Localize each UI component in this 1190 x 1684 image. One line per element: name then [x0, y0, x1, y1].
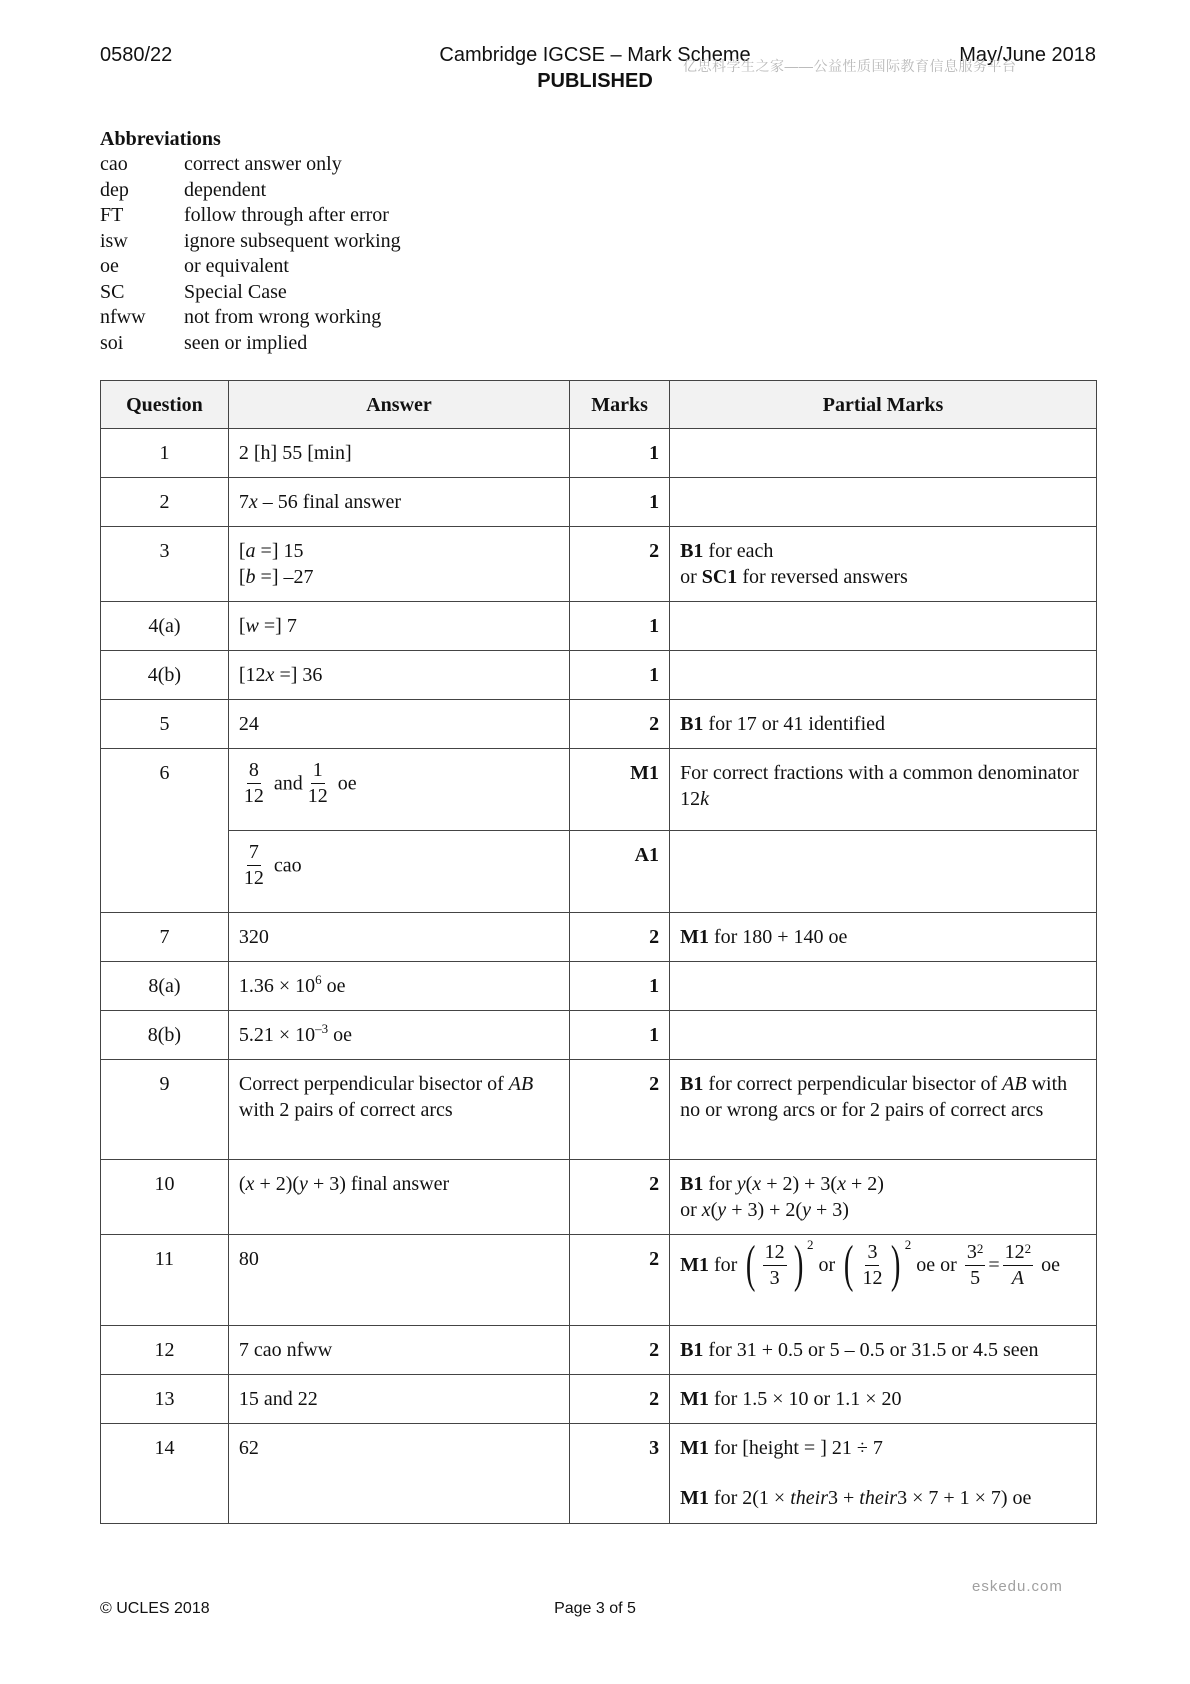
answer-variable: x: [248, 491, 258, 513]
numerator: 3: [865, 1240, 879, 1266]
table-row: [101, 478, 1097, 527]
partial-text: + 3): [810, 1199, 849, 1221]
abbreviation-meaning: Special Case: [184, 280, 287, 303]
table-row: [101, 1160, 1097, 1235]
table-row: [101, 749, 1097, 831]
marks-cell: 3: [570, 1424, 670, 1524]
table-row: [101, 1424, 1097, 1524]
answer-cell: [228, 651, 569, 700]
abbreviation-row: [100, 254, 401, 280]
abbreviation-code: nfww: [100, 306, 146, 328]
abbreviation-meaning: not from wrong working: [184, 306, 382, 328]
page-number: Page 3 of 5: [554, 1600, 636, 1617]
partial-text: + 2) + 3(: [761, 1173, 838, 1195]
marks-cell: 2: [570, 1160, 670, 1235]
squared-fraction: ( $\frac{3}{12}$ ) $^2$: [840, 1239, 911, 1291]
answer-text: [: [238, 615, 246, 637]
denominator: [1010, 1266, 1026, 1291]
marks-cell: 1: [570, 478, 670, 527]
denominator: 3: [769, 1266, 780, 1289]
partial-variable: x: [837, 1173, 846, 1195]
denominator: 12: [243, 785, 264, 807]
denominator-variable: A: [1011, 1266, 1024, 1289]
question-number: 3: [101, 527, 229, 602]
published-label: PUBLISHED: [537, 70, 653, 92]
table-row: [101, 527, 1097, 602]
numerator: 8: [247, 758, 261, 784]
denominator: 12: [862, 1266, 883, 1289]
mark-code: SC1: [701, 566, 738, 588]
exam-session: May/June 2018: [959, 44, 1096, 66]
abbreviation-meaning: dependent: [184, 178, 267, 201]
question-number: 8(a): [101, 962, 229, 1011]
numerator: 7: [247, 840, 261, 866]
partial-text: or: [680, 566, 702, 588]
answer-text: and: [273, 772, 303, 795]
numerator: 12: [763, 1240, 787, 1266]
partial-variable: y: [802, 1199, 811, 1221]
partial-line: [680, 564, 1086, 590]
marks-cell: A1: [570, 831, 670, 913]
abbreviation-code: dep: [100, 178, 129, 201]
partial-variable: y: [736, 1173, 746, 1195]
mark-code: B1: [680, 713, 704, 735]
answer-variable: b: [245, 566, 256, 588]
table-row: [101, 429, 1097, 478]
answer-variable: a: [245, 540, 256, 562]
answer-text: [12: [238, 664, 266, 686]
column-header-marks: Marks: [570, 381, 670, 429]
partial-text: oe: [1041, 1254, 1060, 1276]
answer-text: =] 36: [274, 664, 323, 686]
marks-cell: 2: [570, 1235, 670, 1326]
answer-cell: [228, 1060, 569, 1160]
mark-code: M1: [680, 1254, 709, 1276]
fraction: [242, 840, 266, 891]
answer-text: =] 15: [255, 540, 304, 562]
question-number: 9: [101, 1060, 229, 1160]
marks-cell: 2: [570, 527, 670, 602]
abbreviation-row: [100, 152, 401, 178]
marks-cell: M1: [570, 749, 670, 831]
exponent: 2: [806, 1237, 814, 1252]
answer-text: =] 7: [258, 615, 297, 637]
abbreviation-code: FT: [100, 204, 124, 226]
answer-cell: [228, 1011, 569, 1060]
partial-text: oe or: [916, 1254, 957, 1276]
fraction: [965, 1240, 986, 1291]
answer-variable: AB: [508, 1073, 534, 1095]
table-header-row: [101, 381, 1097, 429]
abbreviation-row: [100, 280, 401, 306]
partial-marks-cell: [670, 478, 1097, 527]
answer-cell: 7 cao nfww: [228, 1326, 569, 1375]
answer-text: with 2 pairs of correct arcs: [238, 1099, 453, 1121]
answer-variable: x: [265, 664, 275, 686]
marks-cell: 1: [570, 651, 670, 700]
denominator: 5: [970, 1266, 981, 1289]
partial-marks-cell: [670, 1235, 1097, 1326]
abbreviation-row: [100, 305, 401, 331]
question-number: 7: [101, 913, 229, 962]
partial-text: for [height = ] 21 ÷ 7: [708, 1437, 883, 1459]
squared-fraction: ( $\frac{12}{3}$ ) $^2$: [742, 1239, 813, 1291]
partial-text: for 1.5 × 10 or 1.1 × 20: [708, 1388, 902, 1410]
mark-scheme-table: [100, 380, 1097, 1524]
partial-line: [680, 538, 1086, 564]
answer-line: [239, 538, 559, 564]
partial-variable: AB: [1002, 1073, 1027, 1095]
partial-text: for 180 + 140 oe: [708, 926, 848, 948]
mark-code: M1: [680, 1388, 709, 1410]
abbreviation-code: cao: [100, 153, 128, 175]
mark-code: M1: [680, 1437, 709, 1459]
abbreviation-meaning: seen or implied: [184, 331, 308, 354]
document-code: 0580/22: [100, 44, 173, 66]
abbreviations-section: [100, 126, 401, 356]
abbreviation-row: [100, 203, 401, 229]
marks-cell: 2: [570, 1375, 670, 1424]
partial-marks-cell: [670, 913, 1097, 962]
answer-text: Correct perpendicular bisector of: [238, 1073, 509, 1095]
abbreviations-title: Abbreviations: [100, 128, 221, 150]
question-number: 12: [101, 1326, 229, 1375]
answer-cell: [228, 962, 569, 1011]
answer-line: [239, 564, 559, 590]
table-row: [101, 1326, 1097, 1375]
question-number: 13: [101, 1375, 229, 1424]
question-number: 8(b): [101, 1011, 229, 1060]
answer-cell: [228, 749, 569, 831]
partial-marks-cell: [670, 749, 1097, 831]
answer-text: 1.36 × 10: [238, 975, 316, 997]
question-number: 4(a): [101, 602, 229, 651]
partial-marks-cell: [670, 831, 1097, 913]
numerator: [1003, 1240, 1034, 1266]
answer-cell: [228, 478, 569, 527]
partial-marks-cell: [670, 700, 1097, 749]
answer-text: + 3) final answer: [307, 1173, 450, 1195]
partial-text: + 3) + 2(: [726, 1199, 803, 1221]
partial-text: or: [818, 1254, 836, 1276]
abbreviation-code: oe: [100, 255, 119, 277]
partial-text: for 31 + 0.5 or 5 – 0.5 or 31.5 or 4.5 seen: [703, 1339, 1039, 1361]
partial-marks-cell: [670, 1326, 1097, 1375]
marks-cell: 2: [570, 1060, 670, 1160]
copyright: © UCLES 2018: [100, 1600, 210, 1617]
question-number: 4(b): [101, 651, 229, 700]
answer-cell: 320: [228, 913, 569, 962]
answer-text: 7: [238, 491, 249, 513]
question-number: 2: [101, 478, 229, 527]
abbreviation-meaning: ignore subsequent working: [184, 229, 401, 252]
marks-cell: 1: [570, 429, 670, 478]
answer-cell: 2 [h] 55 [min]: [228, 429, 569, 478]
partial-text: for 17 or 41 identified: [703, 713, 886, 735]
column-header-answer: Answer: [228, 381, 569, 429]
partial-variable: y: [717, 1199, 727, 1221]
answer-variable: y: [299, 1173, 308, 1195]
answer-text: 5.21 × 10: [238, 1024, 316, 1046]
answer-text: [: [238, 566, 246, 588]
partial-text: for 2(1 ×: [708, 1487, 791, 1509]
marks-cell: 1: [570, 962, 670, 1011]
partial-text: for: [703, 1173, 737, 1195]
partial-marks-cell: [670, 651, 1097, 700]
fraction: [306, 758, 330, 809]
question-number: 10: [101, 1160, 229, 1235]
exponent: 2: [1024, 1240, 1032, 1256]
partial-variable: x: [752, 1173, 762, 1195]
answer-variable: x: [245, 1173, 255, 1195]
question-number: 14: [101, 1424, 229, 1524]
table-row: [101, 913, 1097, 962]
table-row: [101, 1011, 1097, 1060]
answer-variable: w: [245, 615, 259, 637]
question-number: 5: [101, 700, 229, 749]
answer-text: =] –27: [255, 566, 314, 588]
answer-text: cao: [273, 854, 302, 877]
answer-text: + 2)(: [254, 1173, 300, 1195]
partial-text: with no or wrong arcs or for 2 pairs of correct arcs: [680, 1073, 1068, 1121]
partial-marks-cell: [670, 1060, 1097, 1160]
abbreviation-code: SC: [100, 280, 125, 303]
partial-text: for each: [703, 540, 774, 562]
marks-cell: 1: [570, 1011, 670, 1060]
answer-text: [: [238, 540, 246, 562]
partial-variable: their: [859, 1487, 898, 1509]
table-row: [101, 602, 1097, 651]
partial-text: 3 +: [828, 1487, 860, 1509]
answer-cell: [228, 527, 569, 602]
answer-text: oe: [321, 975, 346, 997]
equals-sign: =: [988, 1254, 1000, 1276]
answer-cell: [228, 831, 569, 913]
abbreviation-meaning: correct answer only: [184, 153, 342, 175]
mark-code: M1: [680, 926, 709, 948]
abbreviation-row: [100, 331, 401, 357]
answer-text: (: [238, 1173, 246, 1195]
table-row: [101, 962, 1097, 1011]
answer-text: oe: [328, 1024, 353, 1046]
partial-marks-cell: [670, 1011, 1097, 1060]
denominator: 12: [307, 785, 328, 807]
table-row: [101, 1060, 1097, 1160]
answer-text: oe: [337, 772, 357, 795]
table-row: [101, 700, 1097, 749]
partial-text: + 2): [845, 1173, 884, 1195]
numerator-base: 12: [1004, 1240, 1025, 1263]
partial-text: or: [680, 1199, 702, 1221]
answer-cell: 62: [228, 1424, 569, 1524]
partial-variable: their: [790, 1487, 828, 1509]
partial-line: [680, 1171, 1086, 1197]
question-number: 1: [101, 429, 229, 478]
table-row: [101, 651, 1097, 700]
numerator-base: 3: [966, 1240, 977, 1263]
numerator: 1: [311, 758, 325, 784]
fraction: [763, 1240, 787, 1291]
abbreviation-row: [100, 178, 401, 204]
answer-cell: [228, 602, 569, 651]
watermark-text: 亿思科学生之家——公益性质国际教育信息服务平台: [683, 58, 1017, 74]
mark-code: B1: [680, 1073, 704, 1095]
partial-marks-cell: [670, 962, 1097, 1011]
partial-variable: x: [701, 1199, 711, 1221]
marks-cell: 2: [570, 700, 670, 749]
answer-text: – 56 final answer: [257, 491, 402, 513]
marks-cell: 2: [570, 913, 670, 962]
abbreviation-meaning: or equivalent: [184, 255, 289, 277]
answer-cell: [228, 1160, 569, 1235]
partial-text: for reversed answers: [737, 566, 908, 588]
fraction: [1003, 1240, 1034, 1291]
question-number: 6: [101, 749, 229, 913]
abbreviation-meaning: follow through after error: [184, 204, 389, 226]
table-row: [101, 1375, 1097, 1424]
partial-variable: k: [700, 788, 709, 810]
exponent: 6: [315, 972, 322, 987]
fraction: [860, 1240, 884, 1291]
partial-line: [680, 1485, 1086, 1511]
table-row: [101, 1235, 1097, 1326]
answer-cell: 80: [228, 1235, 569, 1326]
footer-watermark: eskedu.com: [972, 1578, 1063, 1595]
abbreviation-code: soi: [100, 331, 124, 354]
numerator: [965, 1240, 986, 1266]
marks-cell: 2: [570, 1326, 670, 1375]
partial-text: (: [745, 1173, 753, 1195]
abbreviation-code: isw: [100, 229, 128, 252]
marks-cell: 1: [570, 602, 670, 651]
question-number: 11: [101, 1235, 229, 1326]
partial-line: [680, 1197, 1086, 1223]
document-title: Cambridge IGCSE – Mark Scheme: [439, 44, 751, 66]
exponent: 2: [976, 1240, 984, 1256]
column-header-partial-marks: Partial Marks: [670, 381, 1097, 429]
table-row: [101, 831, 1097, 913]
fraction: [242, 758, 266, 809]
mark-code: B1: [680, 540, 704, 562]
partial-marks-cell: [670, 602, 1097, 651]
partial-marks-cell: [670, 527, 1097, 602]
abbreviation-row: [100, 229, 401, 255]
partial-text: 3 × 7 + 1 × 7) oe: [897, 1487, 1032, 1509]
answer-cell: 15 and 22: [228, 1375, 569, 1424]
partial-marks-cell: [670, 1160, 1097, 1235]
partial-text: For correct fractions with a common denominator 12: [680, 762, 1079, 810]
partial-text: (: [710, 1199, 718, 1221]
partial-line: [680, 1435, 1086, 1461]
mark-code: B1: [680, 1173, 704, 1195]
exponent: 2: [904, 1237, 912, 1252]
partial-marks-cell: [670, 1375, 1097, 1424]
partial-text: for: [713, 1254, 738, 1276]
partial-marks-cell: [670, 1424, 1097, 1524]
partial-marks-cell: [670, 429, 1097, 478]
partial-text: for correct perpendicular bisector of: [703, 1073, 1003, 1095]
denominator: 12: [243, 867, 264, 889]
column-header-question: Question: [101, 381, 229, 429]
mark-code: B1: [680, 1339, 704, 1361]
mark-code: M1: [680, 1487, 709, 1509]
exponent: –3: [315, 1021, 329, 1036]
answer-cell: 24: [228, 700, 569, 749]
